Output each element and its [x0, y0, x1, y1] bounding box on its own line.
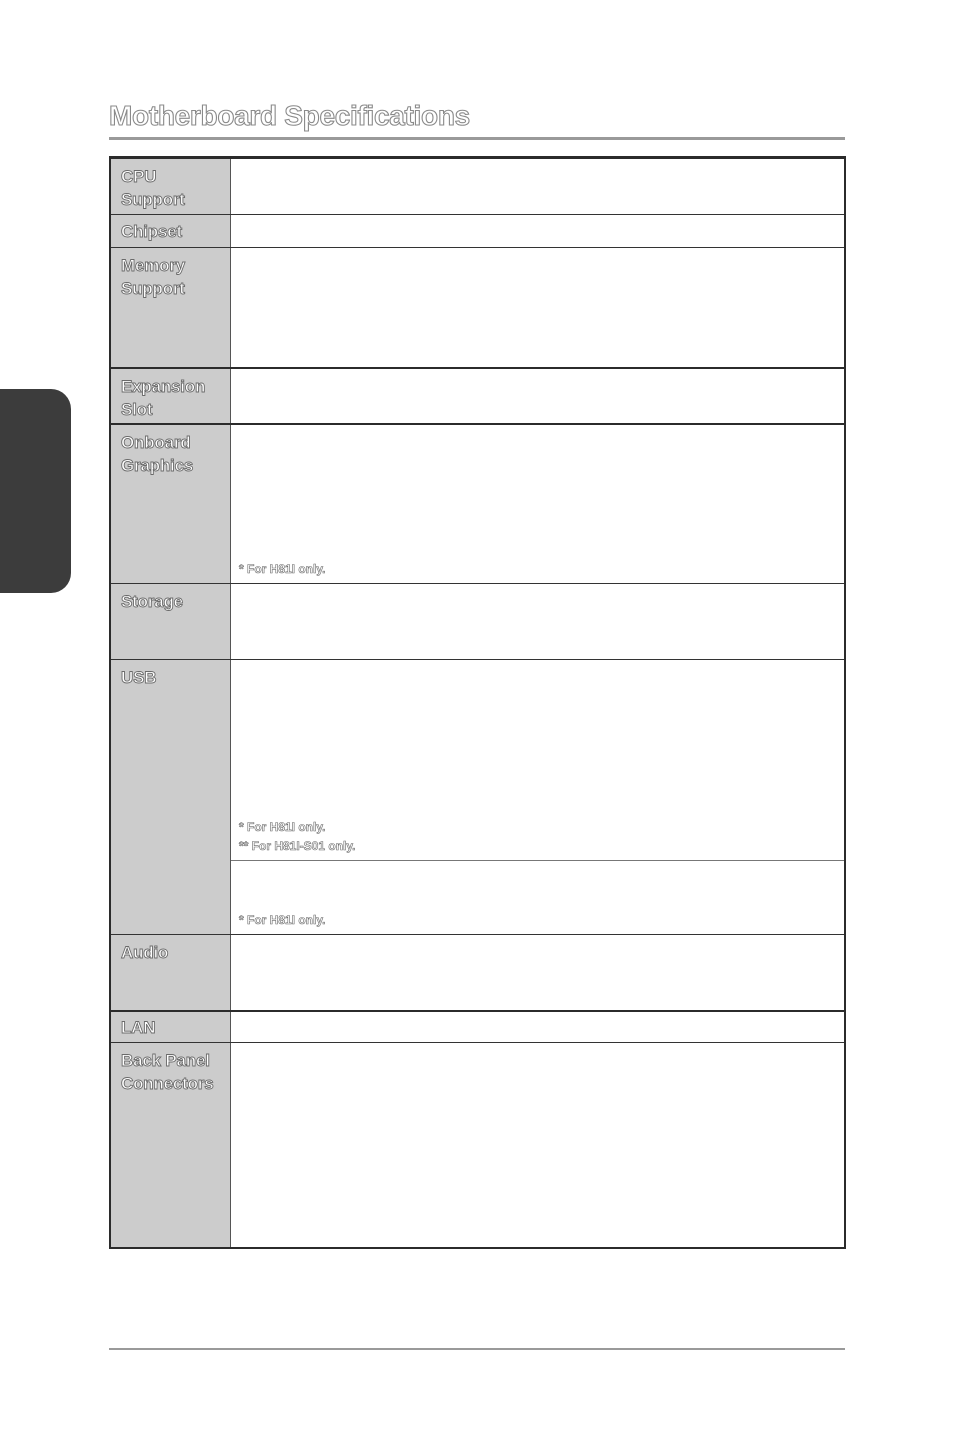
table-row — [110, 158, 845, 215]
footnote: ** For H81I-S01 only. — [239, 839, 356, 854]
specifications-table — [109, 156, 846, 1249]
table-row — [110, 1043, 845, 1248]
row-value-cpu-support — [231, 158, 846, 215]
row-value-chipset — [231, 215, 846, 248]
row-label-onboard-graphics: Onboard Graphics — [110, 424, 231, 584]
row-value-usb-secondary — [231, 861, 846, 935]
row-label-storage: Storage — [110, 584, 231, 660]
row-label-cpu-support: CPU Support — [110, 158, 231, 215]
row-label-expansion-slot: Expansion Slot — [110, 368, 231, 424]
table-row — [110, 1011, 845, 1043]
footer-divider — [109, 1348, 845, 1350]
table-row — [110, 584, 845, 660]
row-value-onboard-graphics — [231, 424, 846, 584]
row-label-usb: USB — [110, 660, 231, 935]
chapter-side-tab — [0, 389, 71, 593]
row-label-memory-support: Memory Support — [110, 248, 231, 368]
row-value-storage — [231, 584, 846, 660]
row-label-audio: Audio — [110, 935, 231, 1011]
page-title: Motherboard Specifications — [109, 100, 470, 131]
row-value-memory-support — [231, 248, 846, 368]
row-label-lan: LAN — [110, 1011, 231, 1043]
footnote: * For H81I only. — [239, 820, 326, 835]
row-value-expansion-slot — [231, 368, 846, 424]
footnote: * For H81I only. — [239, 561, 326, 576]
row-value-lan — [231, 1011, 846, 1043]
title-divider — [109, 137, 845, 140]
table-row — [110, 935, 845, 1011]
table-row — [110, 215, 845, 248]
row-value-usb-primary — [231, 660, 846, 861]
table-row — [110, 660, 845, 861]
row-label-chipset: Chipset — [110, 215, 231, 248]
row-label-back-panel-connectors: Back Panel Connectors — [110, 1043, 231, 1248]
table-row — [110, 424, 845, 584]
table-row — [110, 368, 845, 424]
table-row — [110, 248, 845, 368]
row-value-back-panel-connectors — [231, 1043, 846, 1248]
footnote: * For H81I only. — [239, 913, 326, 928]
row-value-audio — [231, 935, 846, 1011]
